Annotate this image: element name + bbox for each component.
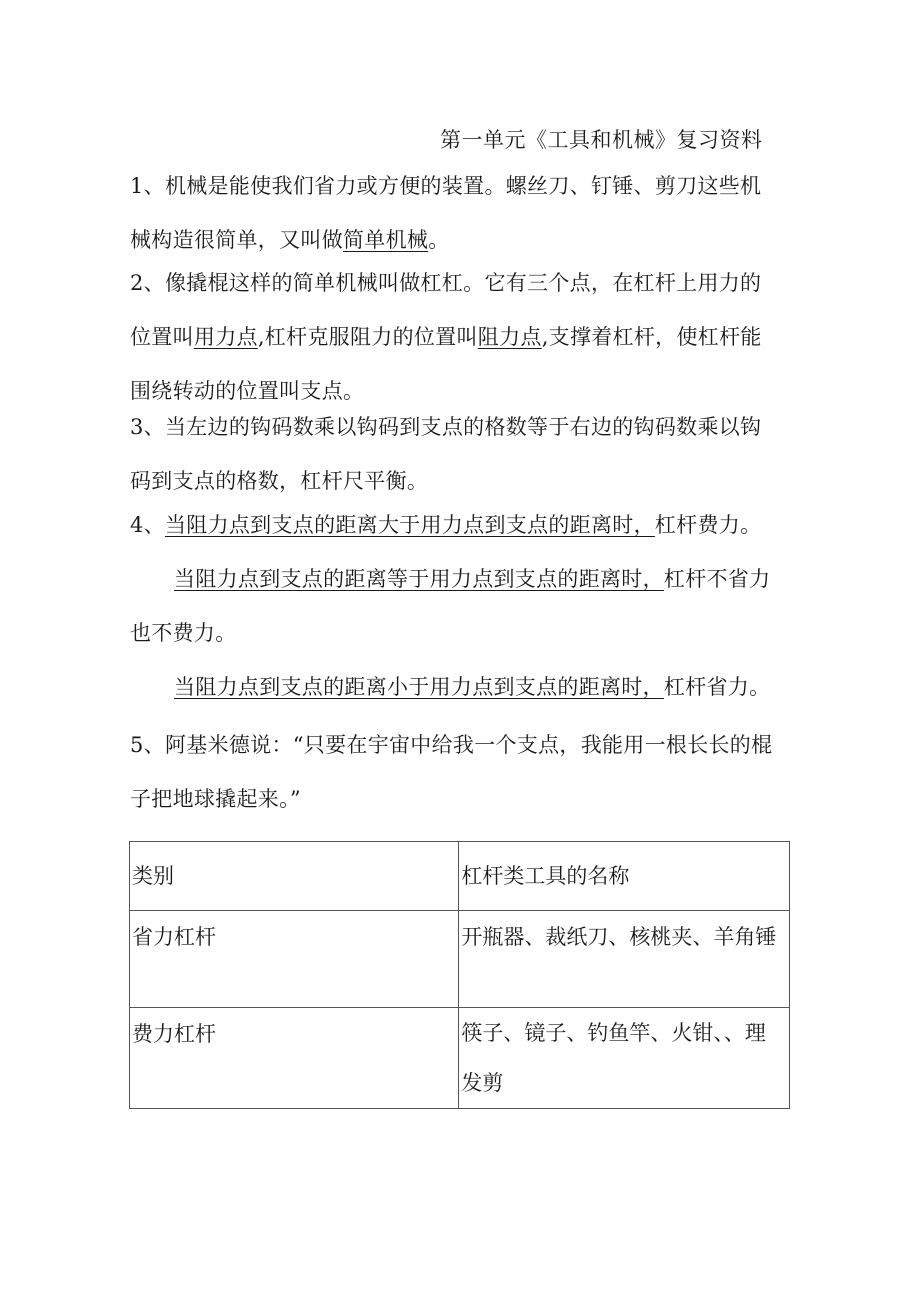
p4-line-2 <box>130 552 790 606</box>
p2-line-1: 2、像撬棍这样的简单机械叫做杠杠。它有三个点，在杠杆上用力的 <box>130 271 762 295</box>
p1-end: 。 <box>428 228 450 252</box>
p5-line-1: 5、阿基米德说：“只要在宇宙中给我一个支点，我能用一根长长的棍 <box>130 733 773 757</box>
p5-line-2: 子把地球撬起来。” <box>130 787 301 811</box>
term-effort-point: 用力点 <box>193 325 258 349</box>
header-tool-names: 杠杆类工具的名称 <box>459 842 790 911</box>
table-header-row <box>130 842 790 911</box>
p4-result-2: 杠杆不省力 <box>663 567 771 591</box>
category-cell: 费力杠杆 <box>130 1008 459 1109</box>
p4-line-4 <box>130 660 790 714</box>
page-title: 第一单元《工具和机械》复习资料 <box>440 128 763 152</box>
p4-condition-3: 当阻力点到支点的距离小于用力点到支点的距离时， <box>174 675 664 699</box>
term-simple-machine: 简单机械 <box>343 228 429 252</box>
p2-line-3: 围绕转动的位置叫支点。 <box>130 379 365 403</box>
tools-line-2: 发剪 <box>461 1071 504 1095</box>
category-cell: 省力杠杆 <box>130 911 459 1008</box>
header-category: 类别 <box>130 842 459 911</box>
paragraph-1 <box>130 159 790 267</box>
p4-line-3: 也不费力。 <box>130 621 237 645</box>
p4-condition-1: 当阻力点到支点的距离大于用力点到支点的距离时， <box>164 513 655 537</box>
p4-condition-2: 当阻力点到支点的距离等于用力点到支点的距离时， <box>174 567 664 591</box>
p4-result-3: 杠杆省力。 <box>663 675 771 699</box>
tools-cell <box>459 1008 790 1109</box>
paragraph-3 <box>130 400 790 508</box>
p2-text-c: ,支撑着杠杆，使杠杆能 <box>541 325 762 349</box>
table-row <box>130 911 790 1008</box>
p2-line-2 <box>130 310 790 364</box>
p3-line-2: 码到支点的格数，杠杆尺平衡。 <box>130 469 429 493</box>
p2-text-a: 位置叫 <box>130 325 194 349</box>
paragraph-4 <box>130 498 790 714</box>
p1-text: 械构造很简单，又叫做 <box>130 228 343 252</box>
tools-line-1: 筷子、镜子、钓鱼竿、火钳、、理 <box>461 1021 766 1045</box>
p3-line-1: 3、当左边的钩码数乘以钩码到支点的格数等于右边的钩码数乘以钩 <box>130 415 762 439</box>
paragraph-5 <box>130 718 790 826</box>
table-row <box>130 1008 790 1109</box>
p2-text-b: ,杠杆克服阻力的位置叫 <box>257 325 478 349</box>
term-load-point: 阻力点 <box>477 325 542 349</box>
p4-line-1 <box>130 498 790 552</box>
lever-tools-table <box>129 841 790 1109</box>
p4-number: 4、 <box>130 513 165 537</box>
p1-line-1: 1、机械是能使我们省力或方便的装置。螺丝刀、钉锤、剪刀这些机 <box>130 174 762 198</box>
p4-result-1: 杠杆费力。 <box>654 513 762 537</box>
paragraph-2 <box>130 256 790 418</box>
tools-cell: 开瓶器、裁纸刀、核桃夹、羊角锤 <box>459 911 790 1008</box>
